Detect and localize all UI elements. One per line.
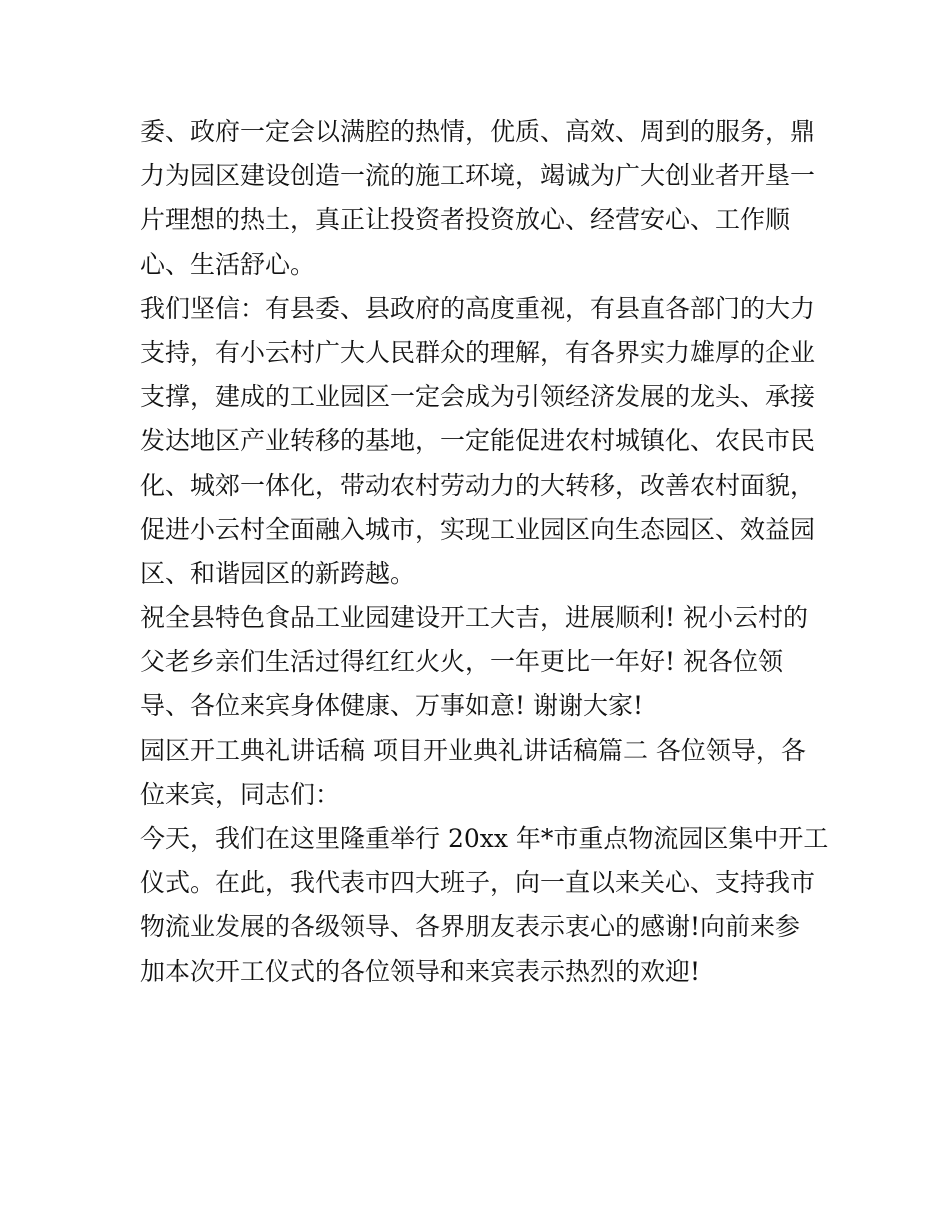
document-body [140, 110, 829, 994]
text-line: 促进小云村全面融入城市，实现工业园区向生态园区、效益园 [140, 514, 816, 544]
text-line: 今天，我们在这里隆重举行 20xx 年*市重点物流园区集中开工 [140, 824, 829, 853]
text-line: 支撑，建成的工业园区一定会成为引领经济发展的龙头、承接 [140, 382, 816, 412]
text-line: 化、城郊一体化，带动农村劳动力的大转移，改善农村面貌， [140, 470, 816, 500]
text-line: 加本次开工仪式的各位领导和来宾表示热烈的欢迎! [140, 956, 701, 986]
text-line: 仪式。在此，我代表市四大班子，向一直以来关心、支持我市 [140, 868, 816, 898]
text-line: 心、生活舒心。 [140, 249, 316, 279]
text-line: 父老乡亲们生活过得红红火火，一年更比一年好! 祝各位领 [140, 647, 783, 677]
text-line: 发达地区产业转移的基地，一定能促进农村城镇化、农民市民 [140, 426, 816, 456]
text-line: 力为园区建设创造一流的施工环境，竭诚为广大创业者开垦一 [140, 161, 816, 191]
text-line: 祝全县特色食品工业园建设开工大吉，进展顺利! 祝小云村的 [140, 603, 808, 633]
text-line: 物流业发展的各级领导、各界朋友表示衷心的感谢!向前来参 [140, 912, 801, 942]
text-line: 委、政府一定会以满腔的热情，优质、高效、周到的服务，鼎 [140, 117, 816, 146]
text-line: 片理想的热土，真正让投资者投资放心、经营安心、工作顺 [140, 205, 791, 235]
text-line: 园区开工典礼讲话稿 项目开业典礼讲话稿篇二 各位领导，各 [140, 735, 806, 765]
text-line: 导、各位来宾身体健康、万事如意! 谢谢大家! [140, 691, 644, 721]
text-line: 位来宾，同志们： [140, 779, 341, 809]
text-line: 支持，有小云村广大人民群众的理解，有各界实力雄厚的企业 [140, 337, 816, 367]
text-line: 区、和谐园区的新跨越。 [140, 558, 416, 588]
text-line: 我们坚信：有县委、县政府的高度重视，有县直各部门的大力 [140, 293, 816, 323]
